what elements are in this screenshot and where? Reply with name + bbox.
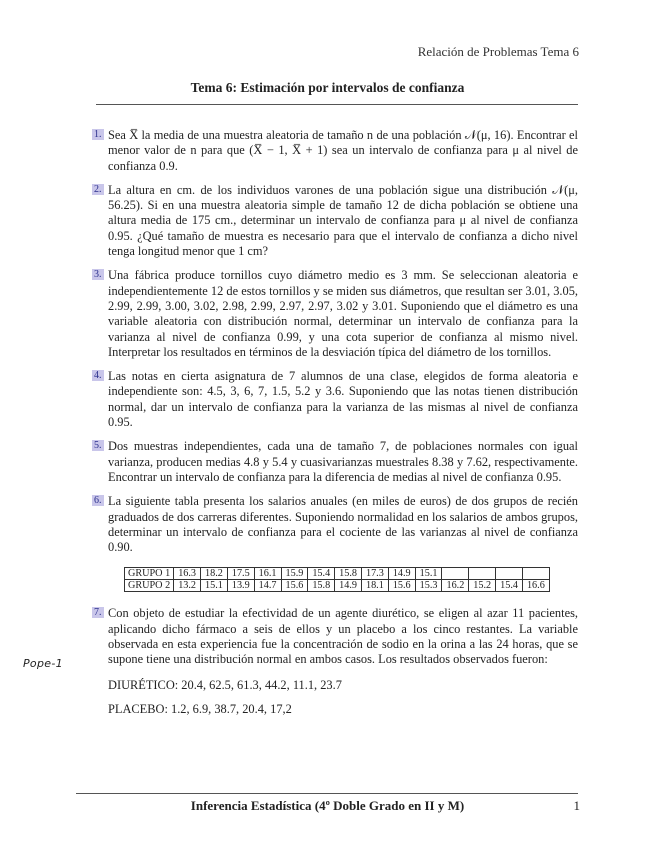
table-cell: 15.3 (415, 580, 442, 592)
footer-divider (76, 793, 578, 794)
running-header: Relación de Problemas Tema 6 (417, 44, 579, 59)
problem-5 (92, 439, 578, 485)
table-cell: 18.1 (361, 580, 388, 592)
problem-number: 4. (94, 370, 102, 382)
table-cell: 15.8 (308, 580, 335, 592)
problem-text: Una fábrica produce tornillos cuyo diámetro medio es 3 mm. Se seleccionan aleatoria e independientemente 12 de estos tornillos y se miden sus diámetros, que resultan ser 3.01, 3.05, 2.99, 2.99, 3.00, 3.02, 2.98, 2.99, 2.97, 2.97, 3.02 y 3.01. Suponiendo que el diámetro es una variable aleatoria con distribución normal, determinar un intervalo de confianza para la varianza al nivel de confianza 0.99, y una cota superior de confianza al mismo nivel. Interpretar los resultados en términos de la desviación típica del diámetro de los tornillos. (108, 268, 578, 359)
problem-2 (92, 183, 578, 259)
table-cell: 15.1 (415, 568, 442, 580)
page-number: 1 (573, 798, 580, 813)
handwritten-margin-note: Pope-1 (23, 657, 63, 670)
table-cell: 15.4 (308, 568, 335, 580)
problem-6 (92, 494, 578, 592)
salary-table-wrap (124, 567, 578, 592)
table-cell: 17.3 (361, 568, 388, 580)
placebo-results: PLACEBO: 1.2, 6.9, 38.7, 20.4, 17,2 (108, 701, 292, 716)
problem-text: La siguiente tabla presenta los salarios anuales (en miles de euros) de dos grupos de recién graduados de dos carreras diferentes. Suponiendo normalidad en los salarios de ambos grupos, determinar un intervalo de confianza para el cociente de las varianzas al nivel de confianza 0.90. (108, 494, 578, 555)
table-cell (469, 568, 496, 580)
problem-text: Las notas en cierta asignatura de 7 alumnos de una clase, elegidos de forma aleatoria e independiente son: 4.5, 3, 6, 7, 1.5, 5.2 y 3.6. Suponiendo que las notas tienen distribución normal, dar un intervalo de confianza para la varianza de las mismas al nivel de confianza 0.95. (108, 369, 578, 430)
problem-list (92, 128, 578, 726)
page-title: Tema 6: Estimación por intervalos de confianza (190, 80, 465, 95)
table-cell (496, 568, 523, 580)
table-cell: 15.2 (469, 580, 496, 592)
problem-7 (92, 606, 578, 717)
row-label: GRUPO 1 (125, 568, 174, 580)
problem-number: 2. (94, 183, 102, 195)
table-row (125, 580, 550, 592)
problem-text: Dos muestras independientes, cada una de tamaño 7, de poblaciones normales con igual varianza, producen medias 4.8 y 5.4 y cuasivarianzas muestrales 8.38 y 7.62, respectivamente. Encontrar un intervalo de confianza para la diferencia de medias al nivel de confianza 0.95. (108, 439, 578, 484)
table-cell: 15.1 (201, 580, 228, 592)
footer-text: Inferencia Estadística (4º Doble Grado en II y M) (190, 798, 465, 813)
table-cell: 15.6 (281, 580, 308, 592)
table-cell: 17.5 (227, 568, 254, 580)
problem-4 (92, 369, 578, 430)
title-divider (96, 104, 578, 105)
table-cell: 13.2 (174, 580, 201, 592)
problem-number: 7. (94, 607, 102, 619)
table-row (125, 568, 550, 580)
table-cell: 14.9 (335, 580, 362, 592)
salary-table (124, 567, 550, 592)
table-cell: 16.6 (522, 580, 549, 592)
table-cell: 16.2 (442, 580, 469, 592)
problem-number: 1. (94, 129, 102, 140)
problem-1 (92, 128, 578, 174)
table-cell: 16.1 (254, 568, 281, 580)
table-cell: 15.4 (496, 580, 523, 592)
problem-text: Con objeto de estudiar la efectividad de un agente diurético, se eligen al azar 11 pacientes, aplicando dicho fármaco a seis de ellos y un placebo a los cinco restantes. La variable observada en esta experiencia fue la concentración de sodio en la orina a las 24 horas, que se supone tiene una distribución normal en ambos casos. Los resultados observados fueron: (108, 606, 578, 667)
table-cell: 16.3 (174, 568, 201, 580)
table-cell: 15.9 (281, 568, 308, 580)
diuretic-results: DIURÉTICO: 20.4, 62.5, 61.3, 44.2, 11.1, 23.7 (108, 677, 342, 692)
table-cell: 14.7 (254, 580, 281, 592)
results-list (108, 678, 578, 718)
table-cell: 13.9 (227, 580, 254, 592)
problem-number: 6. (94, 495, 102, 507)
problem-number: 3. (94, 269, 102, 281)
table-cell: 15.8 (335, 568, 362, 580)
table-cell (522, 568, 549, 580)
table-cell: 14.9 (388, 568, 415, 580)
table-cell: 18.2 (201, 568, 228, 580)
problem-3 (92, 268, 578, 360)
table-cell (442, 568, 469, 580)
problem-text: La altura en cm. de los individuos varones de una población sigue una distribución 𝒩(μ, 56.25). Si en una muestra aleatoria simple de tamaño 12 de dicha población se obtiene una altura media de 175 cm., determinar un intervalo de confianza para μ al nivel de confianza 0.95. ¿Qué tamaño de muestra es necesario para que el intervalo de confianza a dicho nivel tenga longitud menor que 1 cm? (108, 182, 578, 259)
problem-number: 5. (94, 440, 102, 452)
row-label: GRUPO 2 (125, 580, 174, 592)
problem-text: Sea X̅ la media de una muestra aleatoria de tamaño n de una población 𝒩(μ, 16). Encontrar el menor valor de n para que (X̅ − 1, X̅ + 1) sea un intervalo de confianza para μ al nivel de confianza 0.9. (108, 128, 578, 173)
table-cell: 15.6 (388, 580, 415, 592)
